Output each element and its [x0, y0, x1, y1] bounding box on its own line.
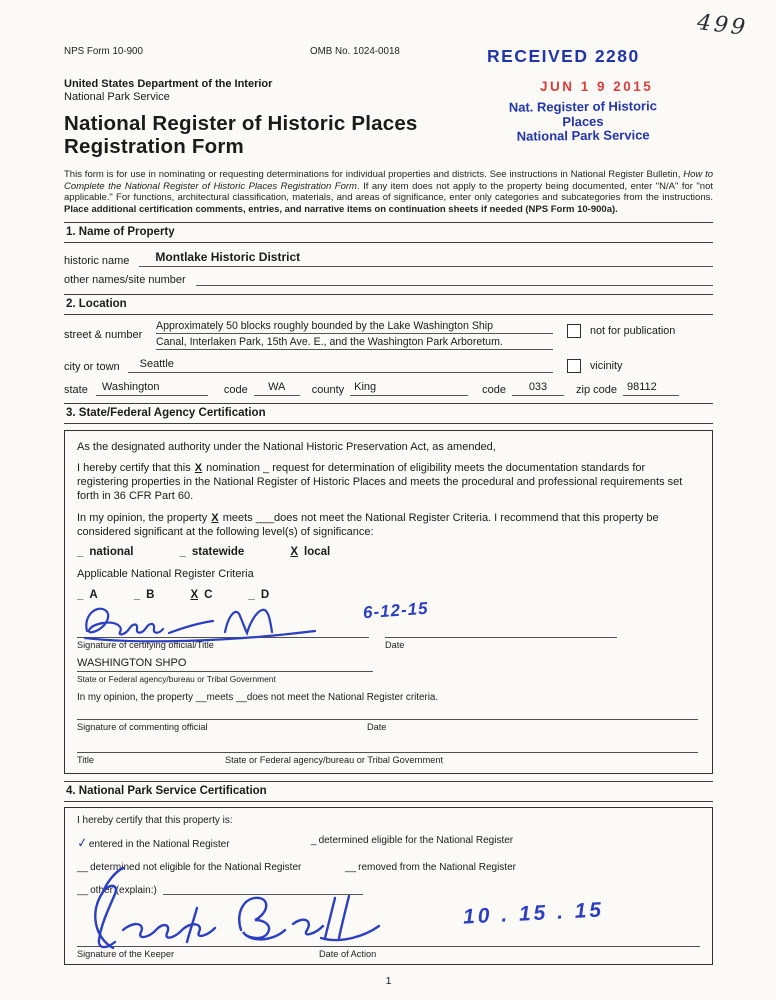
certifying-date-label: Date: [385, 639, 405, 650]
significance-levels: [77, 546, 698, 558]
date-received-stamp: JUN 1 9 2015: [540, 79, 654, 94]
nat-register-stamp-line1: Nat. Register of Historic Places: [508, 98, 657, 129]
keeper-signature-area: [77, 898, 700, 946]
street-row: [64, 320, 713, 350]
zip-label: zip code: [576, 383, 617, 396]
option-other: __ other (explain:): [77, 884, 157, 896]
register-criteria: [77, 589, 698, 601]
state-label: state: [64, 383, 88, 396]
para3-pre: In my opinion, the property: [77, 511, 211, 524]
certifying-org-line: [77, 671, 373, 684]
certifying-date-handwritten: 6-12-15: [362, 598, 430, 622]
form-title: [64, 113, 713, 159]
instructions-part1: This form is for use in nominating or requesting determinations for individual properties and districts. See instructions in National Register Bulletin,: [64, 168, 684, 180]
certifying-org-label: State or Federal agency/bureau or Tribal Government: [77, 673, 276, 684]
keeper-signature: [69, 866, 389, 958]
certifying-date-line: [385, 637, 617, 650]
state-certification-box: [64, 430, 713, 774]
para3-post: meets ___does not meet the National Register Criteria. I recommend that this property be considered significant at the following level(s) of significance:: [77, 511, 659, 539]
commenting-opinion-text: In my opinion, the property __meets __does not meet the National Register criteria.: [77, 691, 439, 703]
certification-para3: [77, 511, 698, 540]
other-names-value: [196, 283, 713, 286]
state-value: Washington: [96, 381, 208, 396]
county-value: King: [350, 381, 468, 396]
form-content: [64, 0, 713, 987]
handwritten-corner-note: 499: [695, 9, 750, 42]
omb-number: OMB No. 1024-0018: [310, 46, 400, 57]
received-stamp: RECEIVED 2280: [487, 46, 640, 66]
street-label: street & number: [64, 328, 143, 341]
nps-options-row1: [77, 835, 700, 851]
instructions-italic-title: How to Complete the National Register of Historic Places Registration Form: [64, 168, 713, 192]
level-national: _ national: [77, 546, 134, 559]
keeper-date-label: Date of Action: [319, 948, 377, 959]
option-removed: __ removed from the National Register: [345, 861, 516, 873]
other-names-row: [64, 274, 713, 286]
state-row: [64, 381, 713, 396]
vicinity-checkbox: [567, 359, 581, 373]
para2-pre: I hereby certify that this: [77, 461, 194, 474]
section3-heading: 3. State/Federal Agency Certification: [64, 403, 713, 424]
option-entered: ✓entered in the National Register: [75, 833, 230, 851]
option-determined-eligible: _ determined eligible for the National Register: [311, 834, 514, 846]
certification-para1: As the designated authority under the National Historic Preservation Act, as amended,: [77, 440, 496, 453]
historic-name-label: historic name: [64, 254, 130, 267]
county-code-value: 033: [512, 381, 564, 396]
zip-value: 98112: [623, 381, 679, 396]
not-for-publication-checkbox: [567, 324, 581, 338]
criterion-d: _ D: [248, 588, 270, 601]
form-meta-row: [64, 46, 713, 58]
county-code-label: code: [482, 383, 506, 396]
instructions-bold-note: Place additional certification comments, entries, and narrative items on continuation sheets if needed (NPS Form 10-900a).: [64, 203, 618, 215]
instructions-part3: . If any item does not apply to the property being documented, enter "N/A" for "not applicable." For functions, architectural classification, materials, and areas of significance, enter only categories and subcategories from the instructions.: [64, 180, 714, 204]
nps-certify-intro: I hereby certify that this property is:: [77, 814, 233, 826]
level-local: X local: [290, 546, 331, 559]
not-for-publication-field: [567, 324, 713, 338]
department-name: United States Department of the Interior: [64, 78, 273, 90]
nps-certification-box: [64, 807, 713, 965]
criterion-b: _ B: [133, 588, 155, 601]
criteria-heading: Applicable National Register Criteria: [77, 568, 254, 581]
state-code-value: WA: [254, 381, 300, 396]
agency-name: National Park Service: [64, 91, 170, 103]
commenting-signature-label: Signature of commenting official: [77, 721, 208, 732]
commenting-signature-line: [77, 719, 698, 732]
historic-name-value: Montlake Historic District: [139, 250, 713, 267]
commenting-title-label: Title: [77, 754, 95, 765]
keeper-signature-label: Signature of the Keeper: [77, 948, 175, 959]
form-title-line1: National Register of Historic Places: [64, 112, 418, 135]
vicinity-field: [567, 359, 713, 373]
street-value-line1: Approximately 50 blocks roughly bounded by the Lake Washington Ship: [156, 320, 553, 334]
keeper-date-handwritten: 10 . 15 . 15: [462, 897, 605, 929]
commenting-gov-label: State or Federal agency/bureau or Tribal Government: [225, 754, 444, 765]
other-names-label: other names/site number: [64, 273, 186, 286]
not-for-publication-label: not for publication: [590, 324, 676, 337]
option-determined-not-eligible: __ determined not eligible for the National Register: [77, 861, 302, 873]
nat-register-stamp-line2: National Park Service: [516, 127, 650, 144]
criterion-a: _ A: [77, 588, 98, 601]
certifying-official-signature: [77, 601, 327, 645]
nomination-x-mark: X: [194, 461, 203, 474]
certifying-org-value: WASHINGTON SHPO: [77, 656, 187, 669]
city-value: Seattle: [128, 358, 553, 373]
state-code-label: code: [223, 383, 248, 396]
city-label: city or town: [64, 360, 120, 373]
section4-heading: 4. National Park Service Certification: [64, 781, 713, 802]
form-title-line2: Registration Form: [64, 134, 244, 158]
form-number: NPS Form 10-900: [64, 46, 143, 57]
level-statewide: _ statewide: [179, 546, 245, 559]
criterion-c: X C: [190, 588, 213, 601]
commenting-title-line: [77, 752, 698, 765]
page-number: 1: [385, 974, 392, 987]
street-value-lines: [156, 320, 553, 350]
city-row: [64, 358, 713, 373]
certifying-signature-area: [77, 598, 698, 637]
historic-name-row: [64, 250, 713, 267]
handwritten-check-mark: ✓: [75, 833, 89, 851]
vicinity-label: vicinity: [590, 359, 623, 372]
certification-para2: [77, 461, 698, 504]
certifying-signature-label: Signature of certifying official/Title: [77, 639, 214, 650]
section2-heading: 2. Location: [64, 294, 713, 315]
meets-x-mark: X: [211, 511, 219, 524]
form-instructions: [64, 169, 713, 216]
para2-post: nomination _ request for determination of eligibility meets the documentation standards for registering properties in the National Register of Historic Places and meets the procedural and professional requirements set forth in 36 CFR Part 60.: [77, 461, 683, 503]
commenting-date-label: Date: [367, 721, 387, 732]
county-label: county: [311, 383, 345, 396]
street-value-line2: Canal, Interlaken Park, 15th Ave. E., and the Washington Park Arboretum.: [156, 334, 553, 350]
section1-heading: 1. Name of Property: [64, 222, 713, 243]
